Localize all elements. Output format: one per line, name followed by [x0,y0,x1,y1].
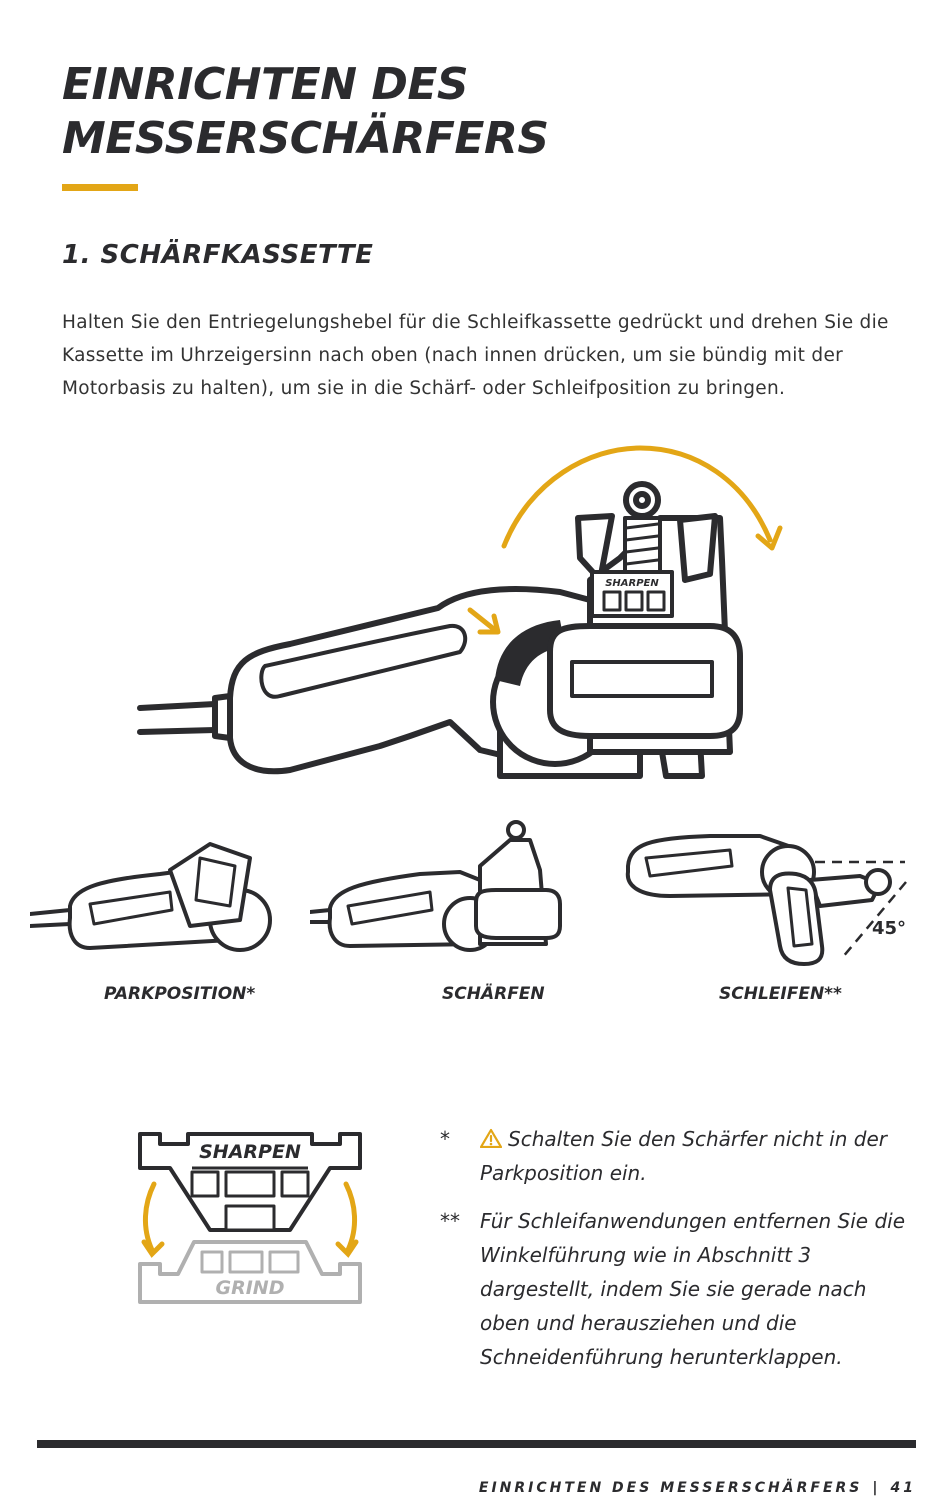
footnote-text: Für Schleifanwendungen entfernen Sie die Winkelführung wie in Abschnitt 3 dargestellt, indem Sie sie gerade nach oben und herausziehen und die Schneidenführung herunterklappen. [480,1209,905,1369]
intro-paragraph: Halten Sie den Entriegelungshebel für die Schleifkassette gedrückt und drehen Sie die Kassette im Uhrzeigersinn nach oben (nach innen drücken, um sie bündig mit der Motorbasis zu halten), um sie in die Schärf- oder Schleifposition zu bringen. [62,312,889,399]
footnote-grind [440,1204,910,1374]
sharpener-main-illustration [120,440,860,790]
left-swap-arrow [145,1184,154,1250]
right-swap-arrow [346,1184,355,1250]
sharpen-position-illustration [310,820,570,960]
warning-icon [480,1128,502,1148]
page-number: 41 [890,1480,916,1496]
footnote-mark: * [440,1127,450,1151]
caption-grind-position: SCHLEIFEN** [719,984,842,1004]
grind-position-illustration [610,820,920,970]
footnotes [440,1122,910,1388]
page-footer [479,1480,916,1496]
footnote-park [440,1122,910,1190]
bottom-rule [37,1440,916,1448]
page-title [62,58,549,166]
footnote-text: Schalten Sie den Schärfer nicht in der Parkposition ein. [480,1127,887,1185]
section-heading: 1. SCHÄRFKASSETTE [62,240,374,270]
sharpen-label: SHARPEN [199,1141,301,1163]
grind-label: GRIND [215,1277,285,1299]
page-title-line-2: MESSERSCHÄRFERS [62,113,549,164]
page-title-line-1: EINRICHTEN DES [62,59,469,110]
footnote-mark: ** [440,1209,460,1233]
footer-separator: | [872,1480,881,1496]
cassette-diagram [130,1124,370,1314]
caption-sharpen-position: SCHÄRFEN [442,984,545,1004]
cassette-sharpen-label: SHARPEN [605,578,659,589]
footer-section-title: EINRICHTEN DES MESSERSCHÄRFERS [478,1480,863,1496]
angle-label: 45° [872,918,907,939]
caption-park-position: PARKPOSITION* [104,984,256,1004]
park-position-illustration [30,830,280,960]
title-accent-rule [62,184,138,191]
